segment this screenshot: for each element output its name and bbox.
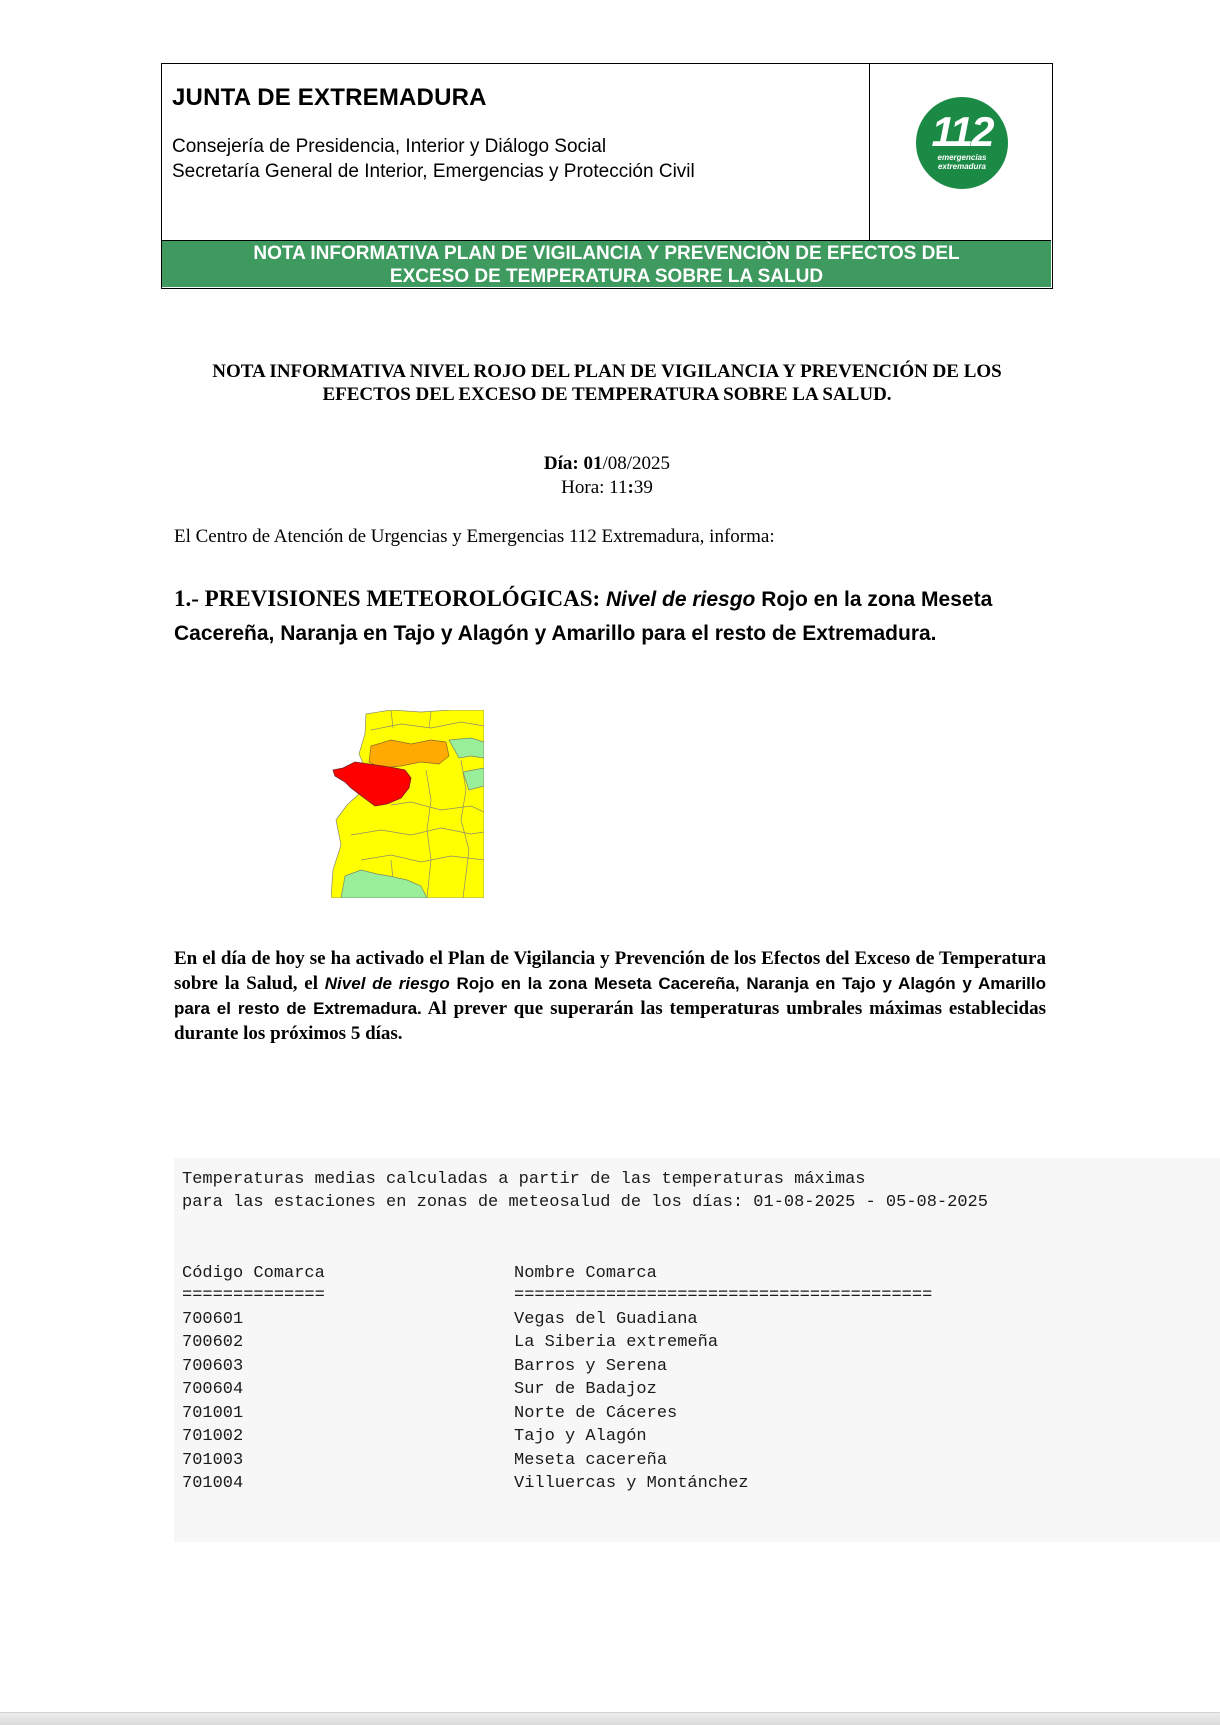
date-time (161, 452, 1053, 500)
comarcas-console-output (174, 1158, 1220, 1542)
logo-number: 112 (931, 108, 993, 155)
comarca-code: 700603 (182, 1357, 244, 1376)
letterhead-org (162, 64, 870, 240)
logo-cell (870, 64, 1051, 240)
paragraph-text: En el día de hoy se ha activado el Plan de Vigilancia y Prevención de los Efectos del Exceso de Temperatura sobre la Salud, el (174, 948, 1046, 994)
section-risk-label: Nivel de riesgo (605, 588, 756, 611)
paragraph-text: Al prever que superarán las temperaturas umbrales máximas establecidas durante los próximos 5 días. (174, 998, 1047, 1044)
time-label: Hora: 11 (561, 477, 628, 498)
document-title (161, 360, 1053, 406)
intro-sentence: El Centro de Atención de Urgencias y Emergencias 112 Extremadura, informa: (174, 526, 775, 547)
banner-line: EXCESO DE TEMPERATURA SOBRE LA SALUD (389, 266, 824, 287)
comarca-code: 701002 (182, 1427, 244, 1446)
section-number-title: 1.- PREVISIONES METEOROLÓGICAS: (174, 586, 606, 611)
comarca-name: Barros y Serena (514, 1357, 668, 1376)
column-header-code: Código Comarca (182, 1264, 325, 1283)
comarca-code: 701003 (182, 1451, 244, 1470)
date-day: 01 (583, 453, 603, 474)
logo-subtitle: extremadura (937, 162, 987, 171)
letterhead (161, 63, 1053, 289)
risk-map-icon (331, 710, 484, 898)
title-line: EFECTOS DEL EXCESO DE TEMPERATURA SOBRE LA SALUD. (322, 384, 892, 405)
console-intro-line: para las estaciones en zonas de meteosalud de los días: 01-08-2025 - 05-08-2025 (182, 1193, 988, 1212)
console-intro-line: Temperaturas medias calculadas a partir de las temperaturas máximas (182, 1170, 866, 1189)
comarca-code: 700604 (182, 1380, 244, 1399)
comarca-code: 700601 (182, 1310, 244, 1329)
paragraph-risk-label: Nivel de riesgo (324, 974, 450, 993)
comarca-name: Villuercas y Montánchez (514, 1474, 749, 1493)
column-header-name: Nombre Comarca (514, 1264, 657, 1283)
page-edge (0, 1712, 1220, 1725)
column-separator: ============== (182, 1286, 325, 1305)
section-risk-text: Rojo en la zona Meseta Cacereña, Naranja en Tajo y Alagón y Amarillo para el resto de Extremadura. (174, 588, 993, 645)
comarca-code: 701004 (182, 1474, 244, 1493)
time-minutes: 39 (633, 477, 653, 498)
comarca-code: 701001 (182, 1404, 244, 1423)
comarca-code: 700602 (182, 1333, 244, 1352)
date-rest: /08/2025 (602, 453, 671, 474)
time-line (161, 476, 1053, 500)
logo-subtitle: emergencias (937, 153, 987, 162)
letterhead-banner (162, 240, 1051, 287)
comarca-name: La Siberia extremeña (514, 1333, 719, 1352)
org-name: JUNTA DE EXTREMADURA (172, 84, 487, 111)
time-colon: : (627, 477, 634, 498)
comarca-name: Tajo y Alagón (514, 1427, 647, 1446)
comarca-name: Norte de Cáceres (514, 1404, 678, 1423)
column-separator: ========================================= (514, 1286, 933, 1305)
paragraph-risk-text: Rojo en la zona Meseta Cacereña, Naranja en Tajo y Alagón y Amarillo para el resto de Extremadura. (174, 974, 1046, 1018)
title-line: NOTA INFORMATIVA NIVEL ROJO DEL PLAN DE VIGILANCIA Y PREVENCIÓN DE LOS (212, 361, 1002, 382)
date-line (161, 452, 1053, 476)
section-heading (174, 582, 1054, 650)
date-label: Día: (543, 453, 584, 474)
comarca-name: Meseta cacereña (514, 1451, 668, 1470)
comarca-name: Vegas del Guadiana (514, 1310, 698, 1329)
department-line: Consejería de Presidencia, Interior y Diálogo Social (172, 136, 607, 157)
map-orange-zone (369, 740, 449, 768)
112-logo-icon (916, 97, 1008, 189)
activation-paragraph (174, 946, 1046, 1046)
letterhead-top (162, 64, 1051, 240)
comarca-name: Sur de Badajoz (514, 1380, 657, 1399)
department-line: Secretaría General de Interior, Emergencias y Protección Civil (172, 161, 695, 182)
banner-line: NOTA INFORMATIVA PLAN DE VIGILANCIA Y PREVENCIÒN DE EFECTOS DEL (253, 243, 960, 264)
